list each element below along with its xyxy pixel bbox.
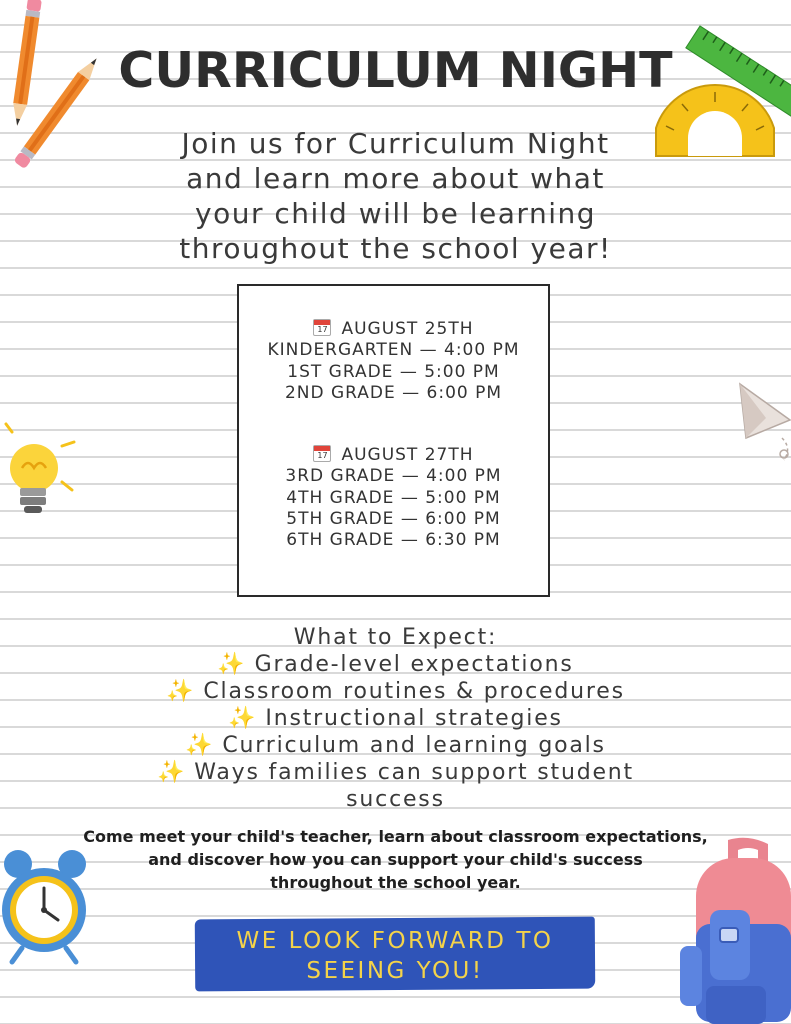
schedule-row: 3RD GRADE — 4:00 PM [285,466,502,487]
expect-heading: What to Expect: [293,625,498,650]
schedule-row: 4TH GRADE — 5:00 PM [286,487,501,508]
page-title: CURRICULUM NIGHT [118,42,673,99]
schedule-group-aug-27 [239,445,548,551]
sparkle-icon: ✨ [166,679,196,704]
intro-text [120,126,671,266]
sparkle-icon: ✨ [157,760,187,785]
calendar-icon: 17 [313,319,331,336]
closing-line: and discover how you can support your child's success [148,850,643,869]
expect-item: ✨ Classroom routines & procedures [166,679,625,704]
expect-item: ✨ Curriculum and learning goals [185,733,606,758]
schedule-date: 17 AUGUST 25TH [239,319,548,340]
schedule-row: 5TH GRADE — 6:00 PM [286,508,501,529]
closing-text [60,825,731,894]
pencil-icon [0,60,100,190]
lightbulb-icon [0,420,82,520]
closing-line: Come meet your child's teacher, learn about classroom expectations, [83,827,708,846]
intro-line: and learn more about what [186,162,605,195]
banner-line: WE LOOK FORWARD TO [236,928,554,954]
expect-item: ✨ Ways families can support student success [157,760,634,812]
expect-section [100,624,691,813]
protractor-icon [652,78,777,170]
schedule-group-aug-25 [239,319,548,404]
expect-item: ✨ Instructional strategies [228,706,563,731]
schedule-row: 2ND GRADE — 6:00 PM [284,382,503,403]
intro-line: throughout the school year! [179,232,612,265]
intro-line: Join us for Curriculum Night [181,127,610,160]
calendar-icon: 17 [313,445,331,462]
closing-line: throughout the school year. [270,873,521,892]
sparkle-icon: ✨ [217,652,247,677]
backpack-icon [676,836,791,1024]
schedule-date: 17 AUGUST 27TH [239,445,548,466]
sparkle-icon: ✨ [185,733,215,758]
paper-airplane-icon [736,382,791,464]
schedule-row: 1ST GRADE — 5:00 PM [287,361,500,382]
expect-item: ✨ Grade-level expectations [217,652,574,677]
banner-text [195,926,595,986]
alarm-clock-icon [0,848,100,968]
schedule-row: 6TH GRADE — 6:30 PM [286,530,501,551]
schedule-box [237,284,550,597]
schedule-row: KINDERGARTEN — 4:00 PM [267,340,520,361]
sparkle-icon: ✨ [228,706,258,731]
banner-line: SEEING YOU! [306,958,484,984]
intro-line: your child will be learning [195,197,596,230]
